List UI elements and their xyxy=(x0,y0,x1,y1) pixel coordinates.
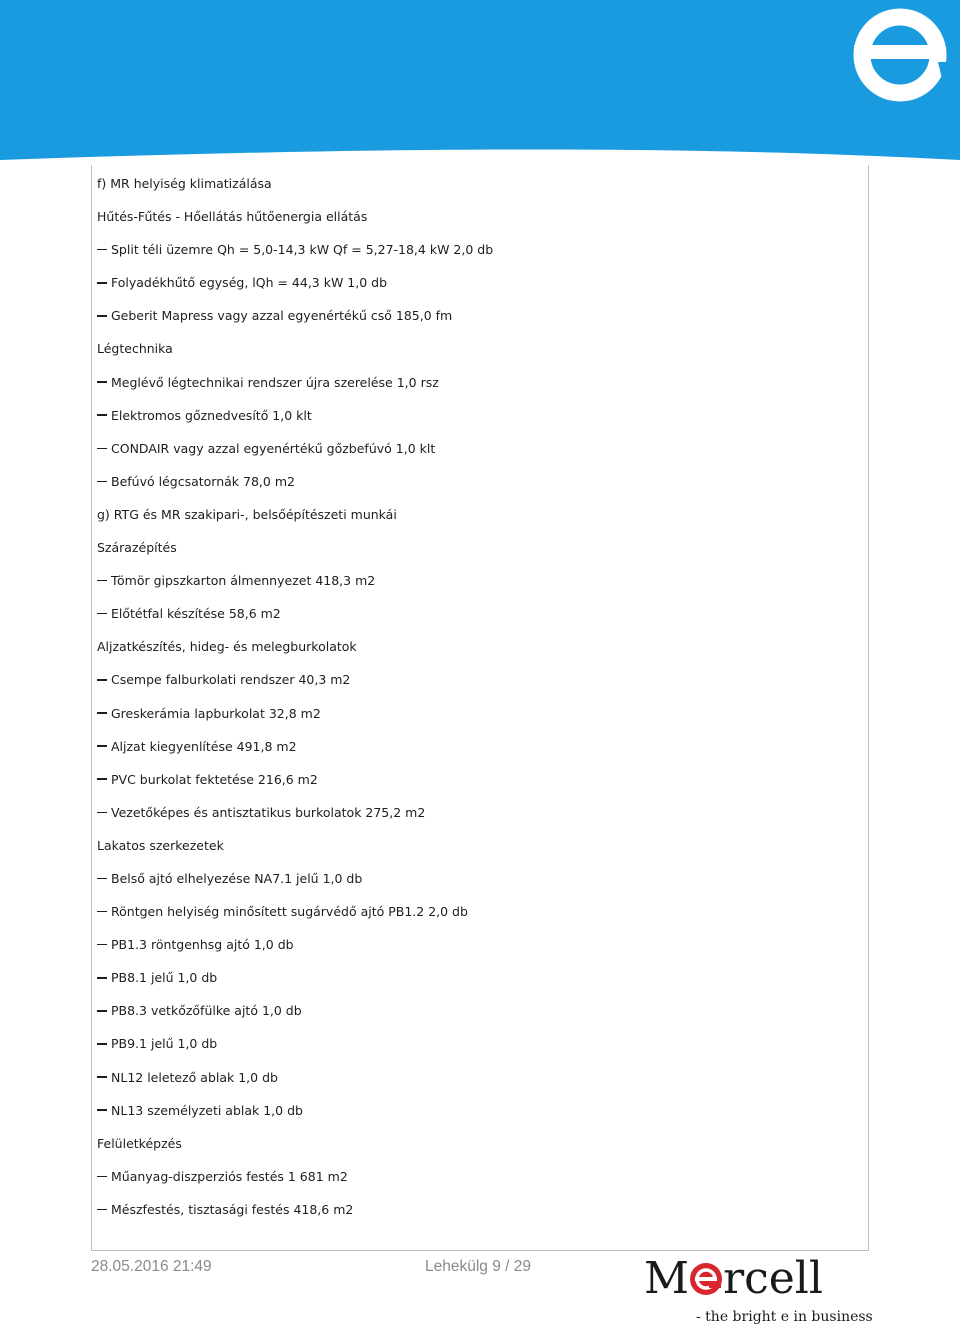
line-text: PVC burkolat fektetése 216,6 m2 xyxy=(111,771,318,787)
list-item xyxy=(97,597,857,630)
list-item xyxy=(97,895,857,928)
line-text: Aljzat kiegyenlítése 491,8 m2 xyxy=(111,738,297,754)
dash-bullet-icon xyxy=(97,315,107,317)
logo-e-icon xyxy=(689,1262,723,1296)
line-text: PB1.3 röntgenhsg ajtó 1,0 db xyxy=(111,937,294,953)
section-heading xyxy=(97,630,857,663)
line-text: Greskerámia lapburkolat 32,8 m2 xyxy=(111,705,321,721)
footer-date: 28.05.2016 21:49 xyxy=(91,1258,212,1275)
footer-page-number: Lehekülg 9 / 29 xyxy=(425,1258,532,1275)
list-item xyxy=(97,299,857,332)
dash-bullet-icon xyxy=(97,778,107,780)
line-text: Tömör gipszkarton álmennyezet 418,3 m2 xyxy=(111,573,376,589)
list-item xyxy=(97,994,857,1027)
list-item xyxy=(97,399,857,432)
line-text: PB8.1 jelű 1,0 db xyxy=(111,970,218,986)
line-text: PB8.3 vetkőzőfülke ajtó 1,0 db xyxy=(111,1003,302,1019)
line-text: Elektromos gőznedvesítő 1,0 klt xyxy=(111,407,312,423)
header-band xyxy=(0,0,960,160)
dash-bullet-icon xyxy=(97,1010,107,1012)
logo-suffix: rcell xyxy=(723,1253,823,1304)
line-text: Lakatos szerkezetek xyxy=(97,837,224,853)
dash-bullet-icon xyxy=(97,745,107,747)
section-heading xyxy=(97,498,857,531)
line-text: PB9.1 jelű 1,0 db xyxy=(111,1036,218,1052)
list-item xyxy=(97,465,857,498)
frame-right-border xyxy=(868,165,869,1250)
dash-bullet-icon xyxy=(97,613,107,615)
section-heading xyxy=(97,167,857,200)
dash-bullet-icon xyxy=(97,448,107,450)
document-content xyxy=(97,167,857,1226)
dash-bullet-icon xyxy=(97,812,107,814)
dash-bullet-icon xyxy=(97,679,107,681)
dash-bullet-icon xyxy=(97,1209,107,1211)
list-item xyxy=(97,1027,857,1060)
dash-bullet-icon xyxy=(97,249,107,251)
line-text: Belső ajtó elhelyezése NA7.1 jelű 1,0 db xyxy=(111,870,363,886)
section-heading xyxy=(97,200,857,233)
line-text: Felületképzés xyxy=(97,1135,182,1151)
list-item xyxy=(97,862,857,895)
list-item xyxy=(97,432,857,465)
section-heading xyxy=(97,829,857,862)
dash-bullet-icon xyxy=(97,282,107,284)
list-item xyxy=(97,1061,857,1094)
dash-bullet-icon xyxy=(97,1043,107,1045)
line-text: Légtechnika xyxy=(97,341,173,357)
dash-bullet-icon xyxy=(97,944,107,946)
line-text: Geberit Mapress vagy azzal egyenértékű cső 185,0 fm xyxy=(111,308,453,324)
brand-e-icon xyxy=(840,0,960,110)
section-heading xyxy=(97,1127,857,1160)
line-text: f) MR helyiség klimatizálása xyxy=(97,176,272,191)
line-text: Előtétfal készítése 58,6 m2 xyxy=(111,606,281,622)
frame-left-border xyxy=(91,165,92,1250)
list-item xyxy=(97,961,857,994)
list-item xyxy=(97,1193,857,1226)
dash-bullet-icon xyxy=(97,414,107,416)
line-text: Mészfestés, tisztasági festés 418,6 m2 xyxy=(111,1201,354,1217)
list-item xyxy=(97,1160,857,1193)
footer-tagline: - the bright e in business xyxy=(696,1309,873,1325)
section-heading xyxy=(97,332,857,365)
line-text: Röntgen helyiség minősített sugárvédő ajtó PB1.2 2,0 db xyxy=(111,904,468,920)
list-item xyxy=(97,763,857,796)
list-item xyxy=(97,730,857,763)
dash-bullet-icon xyxy=(97,911,107,913)
dash-bullet-icon xyxy=(97,878,107,880)
dash-bullet-icon xyxy=(97,1109,107,1111)
list-item xyxy=(97,663,857,696)
list-item xyxy=(97,1094,857,1127)
dash-bullet-icon xyxy=(97,580,107,582)
list-item xyxy=(97,796,857,829)
line-text: Vezetőképes és antisztatikus burkolatok 275,2 m2 xyxy=(111,804,426,820)
list-item xyxy=(97,697,857,730)
line-text: Műanyag-diszperziós festés 1 681 m2 xyxy=(111,1168,348,1184)
dash-bullet-icon xyxy=(97,1076,107,1078)
line-text: Split téli üzemre Qh = 5,0-14,3 kW Qf = 5,27-18,4 kW 2,0 db xyxy=(111,242,494,258)
section-heading xyxy=(97,531,857,564)
logo-prefix: M xyxy=(644,1253,690,1304)
line-text: NL13 személyzeti ablak 1,0 db xyxy=(111,1102,303,1118)
dash-bullet-icon xyxy=(97,481,107,483)
line-text: Aljzatkészítés, hideg- és melegburkolatok xyxy=(97,639,357,655)
list-item xyxy=(97,564,857,597)
dash-bullet-icon xyxy=(97,381,107,383)
list-item xyxy=(97,366,857,399)
dash-bullet-icon xyxy=(97,712,107,714)
line-text: Hűtés-Fűtés - Hőellátás hűtőenergia ellátás xyxy=(97,209,368,225)
line-text: Befúvó légcsatornák 78,0 m2 xyxy=(111,473,295,489)
dash-bullet-icon xyxy=(97,1176,107,1178)
list-item xyxy=(97,266,857,299)
dash-bullet-icon xyxy=(97,977,107,979)
line-text: CONDAIR vagy azzal egyenértékű gőzbefúvó 1,0 klt xyxy=(111,440,436,456)
footer-logo xyxy=(644,1253,844,1304)
list-item xyxy=(97,233,857,266)
line-text: Folyadékhűtő egység, lQh = 44,3 kW 1,0 db xyxy=(111,275,388,291)
line-text: Szárazépítés xyxy=(97,540,177,556)
line-text: g) RTG és MR szakipari-, belsőépítészeti munkái xyxy=(97,506,397,522)
list-item xyxy=(97,928,857,961)
line-text: Meglévő légtechnikai rendszer újra szerelése 1,0 rsz xyxy=(111,374,439,390)
frame-bottom-border xyxy=(91,1250,869,1251)
line-text: NL12 leletező ablak 1,0 db xyxy=(111,1069,278,1085)
line-text: Csempe falburkolati rendszer 40,3 m2 xyxy=(111,672,351,688)
